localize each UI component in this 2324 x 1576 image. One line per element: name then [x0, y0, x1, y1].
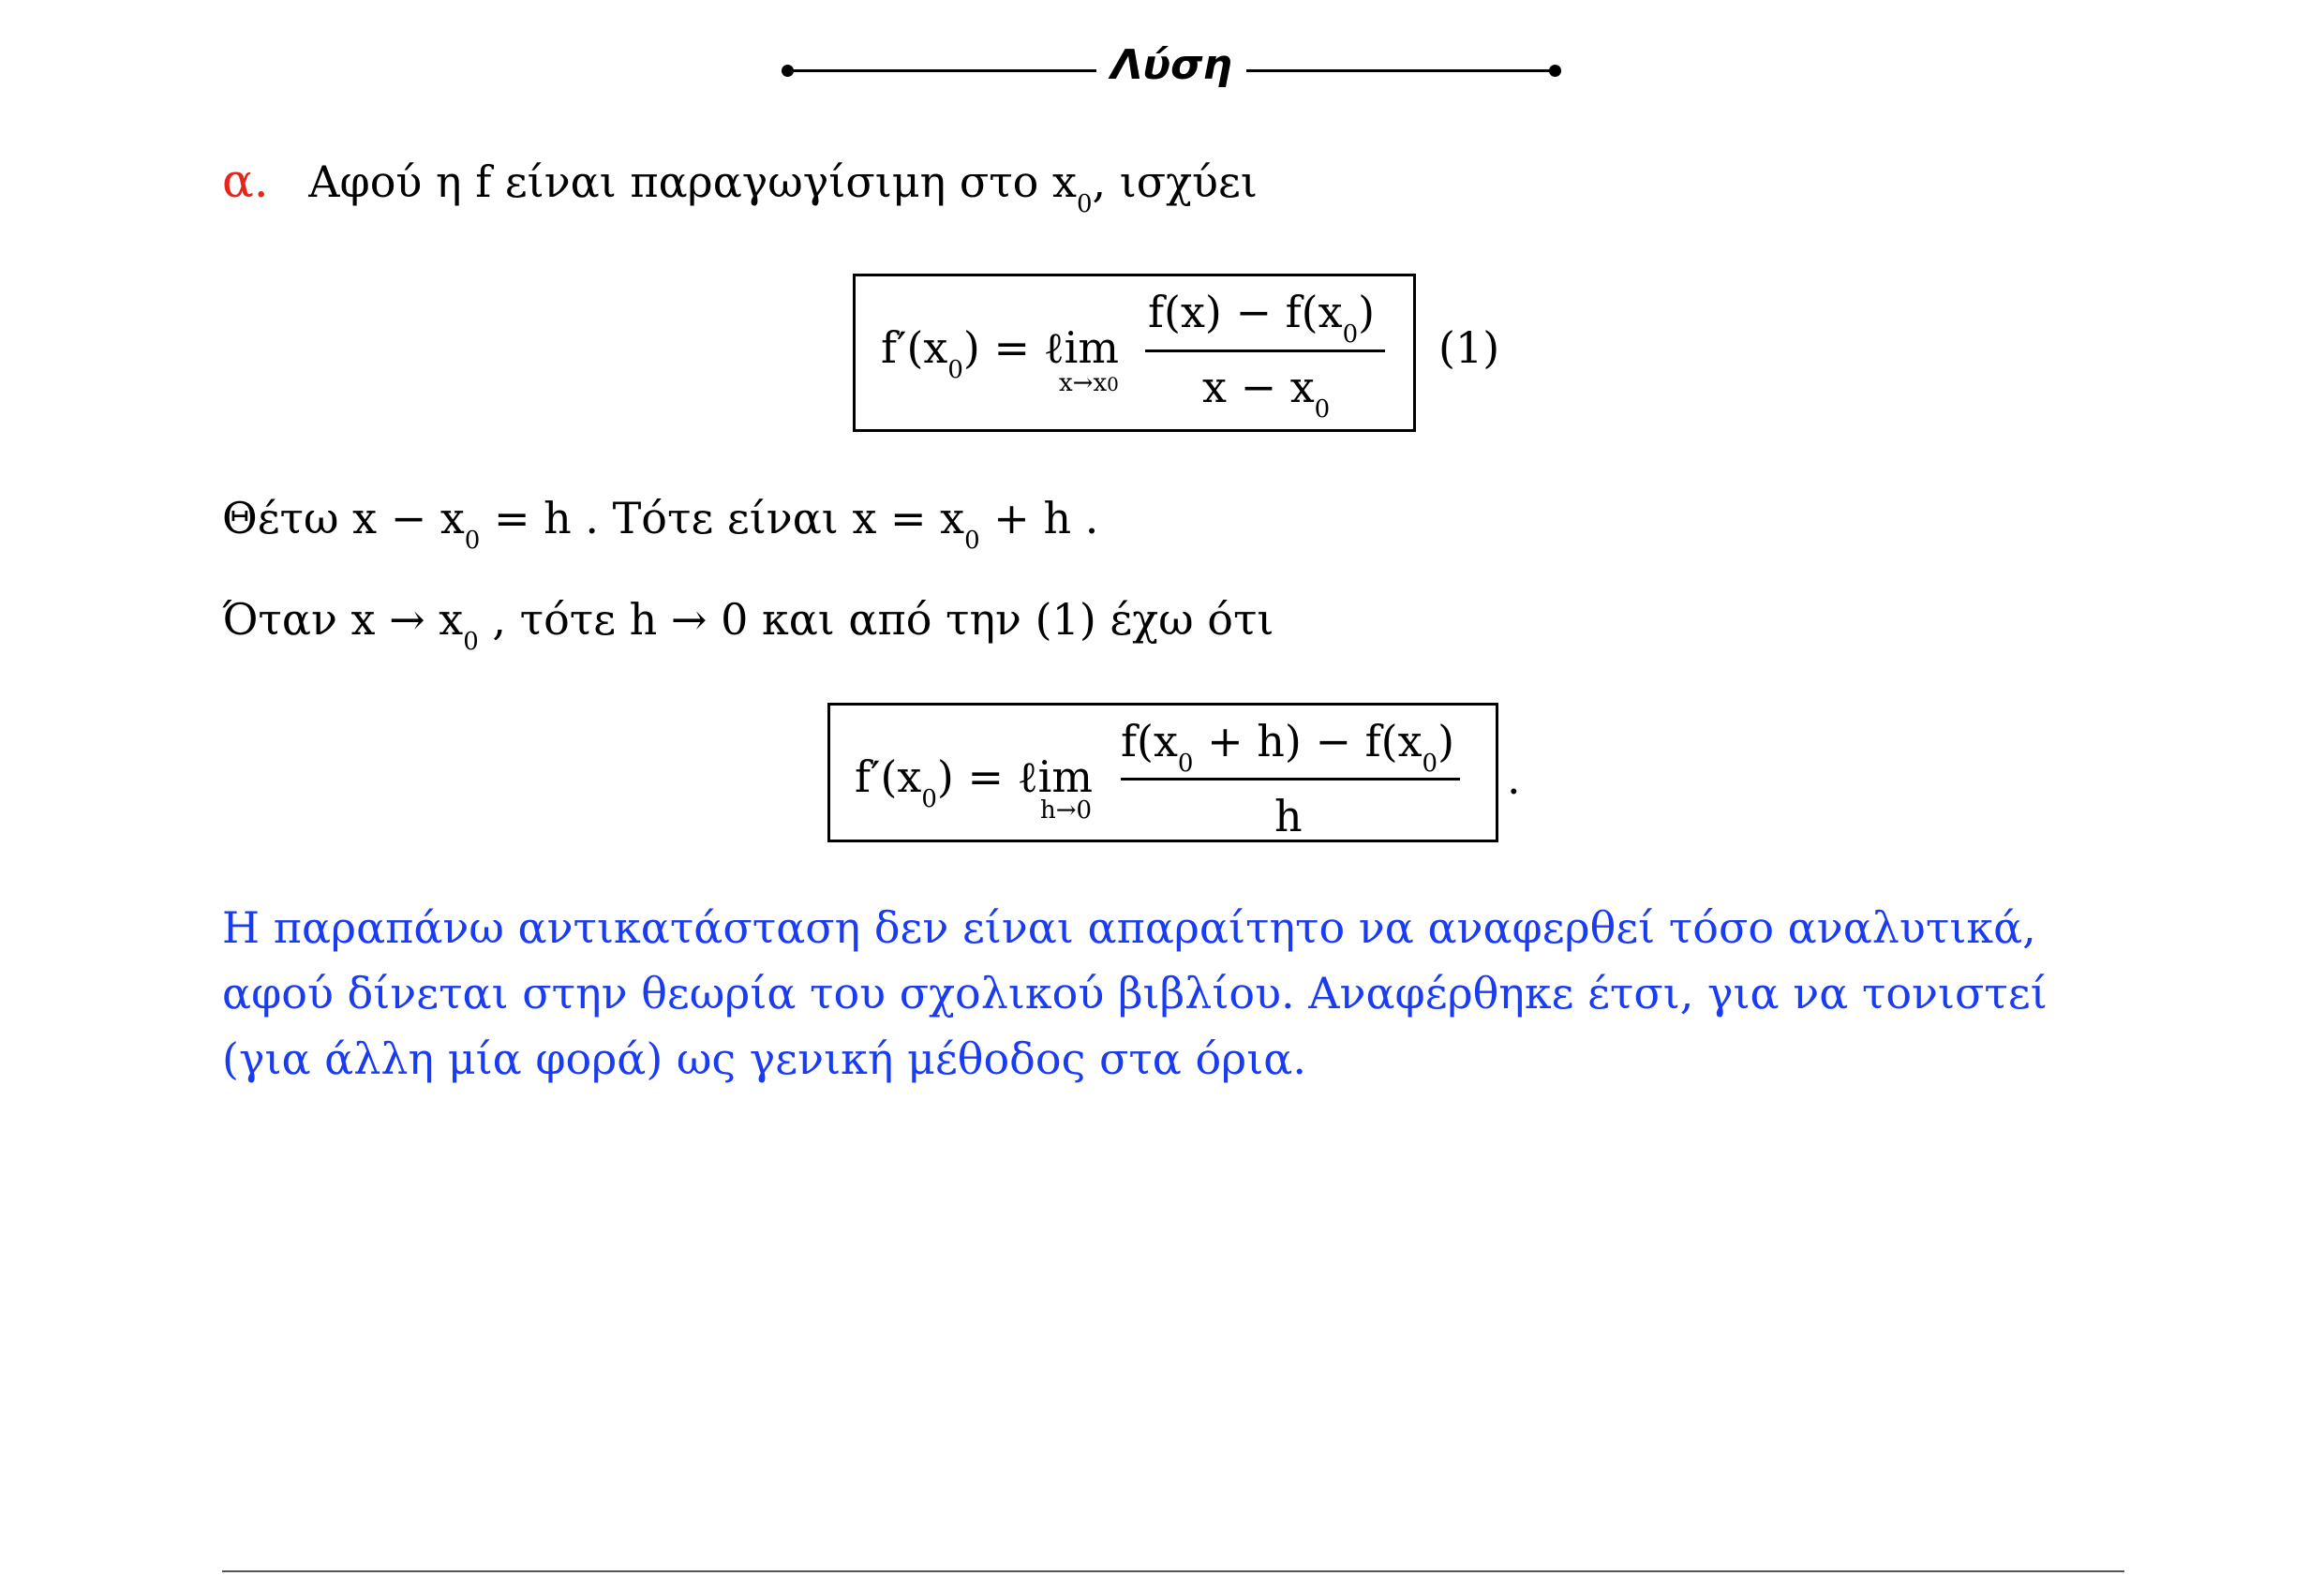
section-header	[0, 41, 2324, 97]
part-a-text: Αφού η f είναι παραγωγίσιμη στο x	[308, 156, 1077, 207]
equation-1-fraction-bar	[1145, 349, 1385, 352]
equation-1-lhs: $f'(x_0)$ = ℓim	[881, 322, 1120, 384]
part-a-intro: α. Αφού η f είναι παραγωγίσιμη στο $x_0$, ισχύει	[222, 154, 1258, 218]
limit-transition-line: Όταν $x \to x_0$ , τότε h → 0 και από την (1) έχω ότι	[222, 594, 1274, 656]
equation-1-numerator: $f(x) - f(x_0)$	[1148, 287, 1376, 349]
equation-2-lhs: $f'(x_0)$ = ℓim	[855, 751, 1094, 813]
equation-1-limit-under: x→x0	[1059, 369, 1119, 397]
rule-right	[1246, 69, 1556, 72]
rule-dot-right	[1549, 65, 1561, 77]
equation-2-numerator: $f(x_0 + h) - f(x_0)$	[1121, 716, 1455, 778]
equation-2-limit-under: h→0	[1040, 796, 1093, 825]
section-title: Λύση	[1110, 41, 1232, 89]
equation-1-denominator: $x - x_0$	[1202, 362, 1331, 424]
equation-2-period: .	[1507, 753, 1521, 804]
footer-rule	[222, 1570, 2124, 1572]
equation-1-tag: (1)	[1438, 322, 1500, 373]
explanatory-note: Η παραπάνω αντικατάσταση δεν είναι απαραίτητο να αναφερθεί τόσο αναλυτικά, αφού δίνεται στην θεωρία του σχολικού βιβλίου. Αναφέρθηκε έτσι, για να τονιστεί (για άλλη μία φορά) ως γενική μέθοδος στα όρια.	[222, 902, 2048, 1084]
equation-2-fraction-bar	[1121, 778, 1460, 781]
equation-2-denominator: h	[1274, 791, 1303, 841]
part-a-marker: α.	[222, 154, 269, 208]
rule-left	[787, 69, 1096, 72]
substitution-line: Θέτω $x - x_0 = h$ . Τότε είναι $x = x_0 + h$ .	[222, 493, 1099, 555]
